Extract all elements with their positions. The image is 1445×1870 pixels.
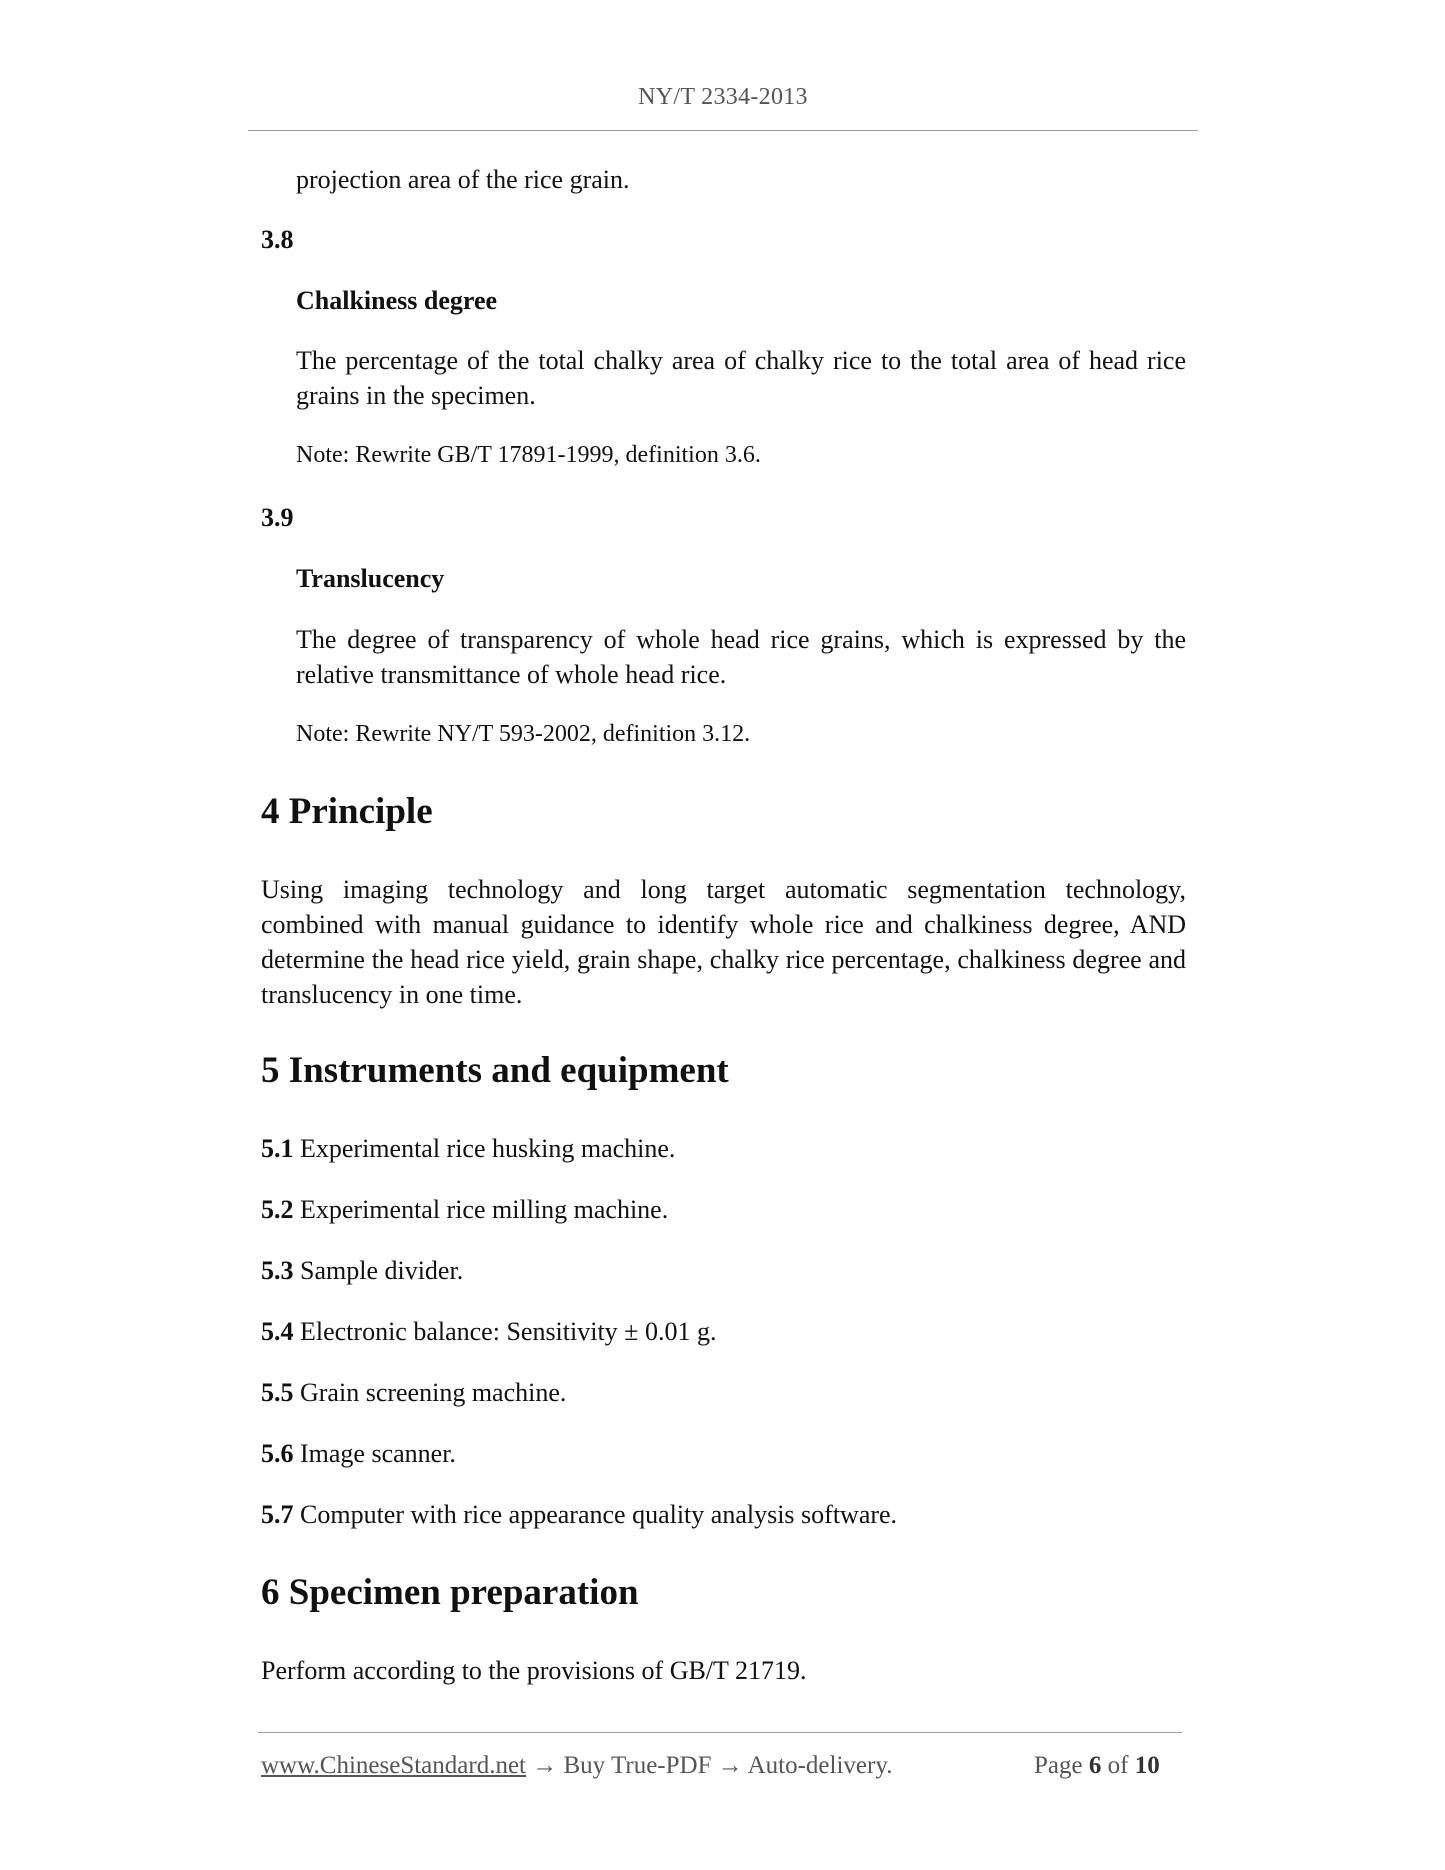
continuation-text: projection area of the rice grain.: [296, 165, 630, 194]
section-heading-instruments: 5 Instruments and equipment: [261, 1050, 729, 1091]
list-item-text: Electronic balance: Sensitivity ± 0.01 g.: [293, 1317, 717, 1346]
list-item-text: Grain screening machine.: [293, 1378, 567, 1407]
list-item: [261, 1192, 1186, 1227]
list-item: [261, 1314, 1186, 1349]
arrow-right-icon: →: [526, 1752, 564, 1779]
list-item-number: 5.4: [261, 1317, 294, 1346]
auto-delivery-text: Auto-delivery.: [747, 1752, 893, 1779]
list-item: [261, 1131, 1186, 1166]
clause-number-3-9: 3.9: [261, 503, 294, 532]
total-pages-number: 10: [1134, 1752, 1160, 1779]
list-item: [261, 1375, 1186, 1410]
buy-true-pdf-text: Buy True-PDF: [563, 1752, 712, 1779]
list-item-number: 5.2: [261, 1195, 294, 1224]
principle-text: Using imaging technology and long target automatic segmentation technology, combined with manual guidance to identify whole rice and chalkiness degree, AND determine the head rice yield, grain shape, chalky rice percentage, chalkiness degree and translucency in one time.: [261, 875, 1186, 1009]
list-item: [261, 1253, 1186, 1288]
note-chalkiness-degree: Note: Rewrite GB/T 17891-1999, definition 3.6.: [296, 442, 761, 468]
list-item-number: 5.3: [261, 1256, 294, 1285]
term-chalkiness-degree: Chalkiness degree: [296, 286, 498, 315]
arrow-right-icon: →: [711, 1752, 748, 1779]
page-header-doc-id: NY/T 2334-2013: [638, 84, 808, 110]
list-item-number: 5.6: [261, 1439, 294, 1468]
section-heading-specimen-preparation: 6 Specimen preparation: [261, 1572, 639, 1613]
of-label: of: [1107, 1752, 1129, 1779]
header-rule: [248, 130, 1198, 131]
section-heading-principle: 4 Principle: [261, 791, 433, 832]
specimen-preparation-text: Perform according to the provisions of GB/T 21719.: [261, 1656, 807, 1685]
website-link[interactable]: www.ChineseStandard.net: [261, 1752, 526, 1779]
term-translucency: Translucency: [296, 564, 445, 593]
page-label: Page: [1034, 1752, 1083, 1779]
footer-rule: [258, 1732, 1182, 1733]
list-item-text: Image scanner.: [293, 1439, 456, 1468]
list-item-text: Sample divider.: [293, 1256, 464, 1285]
list-item: [261, 1497, 1186, 1532]
list-item-number: 5.1: [261, 1134, 294, 1163]
list-item-number: 5.7: [261, 1500, 294, 1529]
list-item-number: 5.5: [261, 1378, 294, 1407]
list-item: [261, 1436, 1186, 1471]
current-page-number: 6: [1088, 1752, 1102, 1779]
clause-number-3-8: 3.8: [261, 225, 294, 254]
definition-translucency: The degree of transparency of whole head rice grains, which is expressed by the relative transmittance of whole head rice.: [296, 625, 1186, 689]
definition-chalkiness-degree: The percentage of the total chalky area of chalky rice to the total area of head rice grains in the specimen.: [296, 346, 1186, 410]
list-item-text: Experimental rice milling machine.: [293, 1195, 669, 1224]
list-item-text: Experimental rice husking machine.: [293, 1134, 676, 1163]
list-item-text: Computer with rice appearance quality analysis software.: [293, 1500, 898, 1529]
note-translucency: Note: Rewrite NY/T 593-2002, definition 3.12.: [296, 721, 751, 747]
footer-promo: [261, 1752, 892, 1780]
page-indicator: [1034, 1752, 1160, 1780]
